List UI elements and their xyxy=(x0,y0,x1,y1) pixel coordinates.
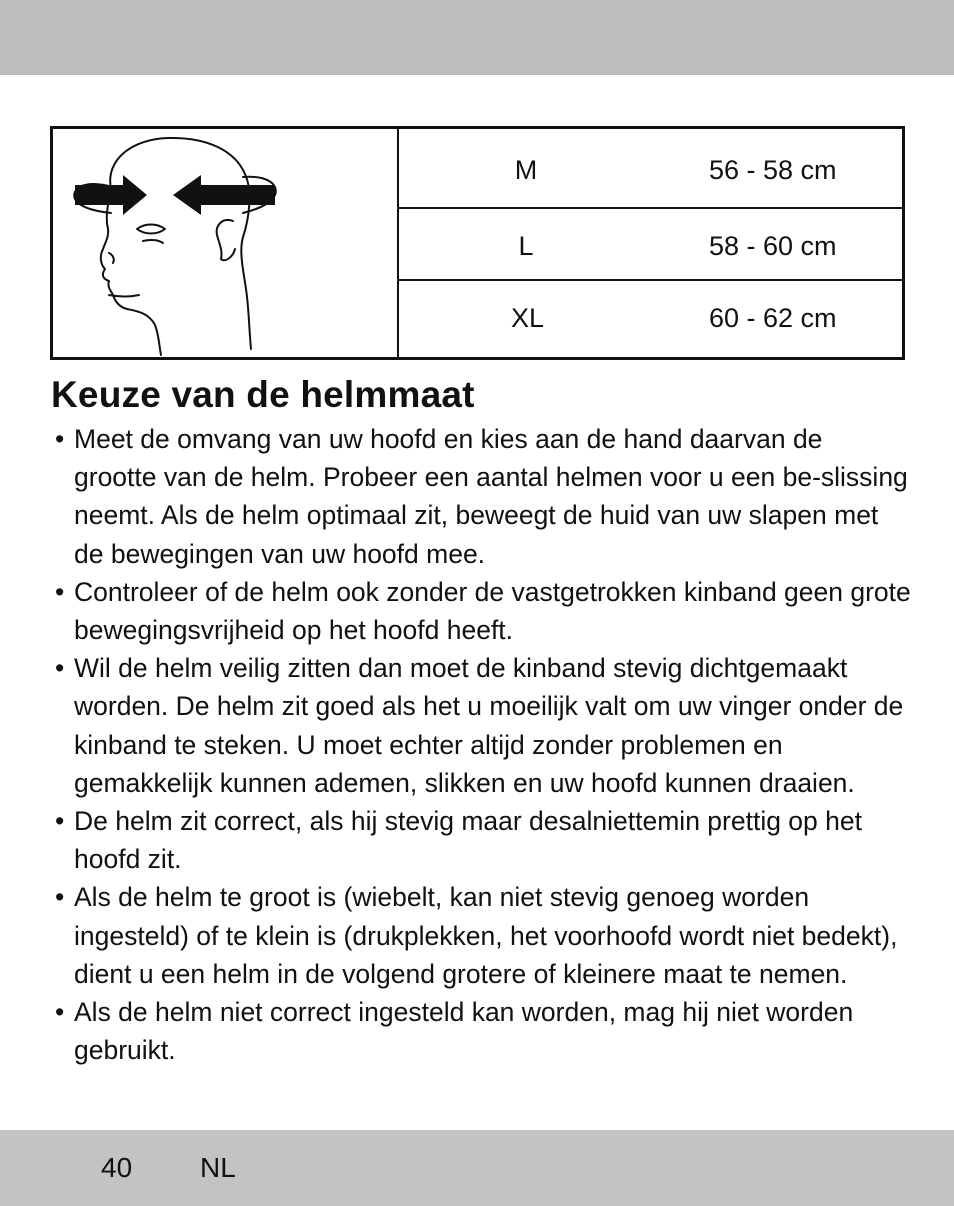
list-item xyxy=(52,649,912,802)
size-range: 56 - 58 cm xyxy=(709,155,837,185)
bullet-text: Wil de helm veilig zitten dan moet de kinband stevig dichtgemaakt worden. De helm zit goed als het u moeilijk valt om uw vinger onder de kinband te steken. U moet echter altijd zonder problemen en gemakkelijk kunnen ademen, slikken en uw hoofd kunnen draaien. xyxy=(74,653,904,798)
list-item xyxy=(52,573,912,649)
bullet-text: Controleer of de helm ook zonder de vastgetrokken kinband geen grote bewegingsvrijheid op het hoofd heeft. xyxy=(74,576,911,646)
size-range: 60 - 62 cm xyxy=(709,303,837,333)
bullet-list xyxy=(52,420,912,1069)
size-label: M xyxy=(514,155,538,185)
list-item xyxy=(52,802,912,878)
section-title: Keuze van de helmmaat xyxy=(51,374,475,415)
bullet-icon: • xyxy=(55,424,65,454)
list-item xyxy=(52,993,912,1069)
footer-band xyxy=(0,1130,954,1206)
bullet-text: De helm zit correct, als hij stevig maar desalniettemin prettig op het hoofd zit. xyxy=(74,806,862,875)
top-band xyxy=(0,0,954,75)
bullet-icon: • xyxy=(55,997,65,1028)
bullet-text: Als de helm te groot is (wiebelt, kan niet stevig genoeg worden ingesteld) of te klein is (drukplekken, het voorhoofd wordt niet bedekt), dient u een helm in de volgend grotere of kleinere maat te nemen. xyxy=(74,882,898,989)
language-code: NL xyxy=(200,1152,236,1183)
list-item xyxy=(52,878,912,993)
size-range: 58 - 60 cm xyxy=(709,231,837,261)
size-row xyxy=(399,209,902,281)
size-table xyxy=(50,126,905,360)
size-row xyxy=(399,129,902,209)
bullet-text: Meet de omvang van uw hoofd en kies aan de hand daarvan de grootte van de helm. Probeer een aantal helmen voor u een be-slissing neemt. Als de helm optimaal zit, beweegt de huid van uw slapen met de bewegingen van uw hoofd mee. xyxy=(74,424,908,569)
bullet-icon: • xyxy=(55,882,65,913)
size-label: L xyxy=(518,231,534,261)
bullet-icon: • xyxy=(55,806,65,837)
bullet-icon: • xyxy=(55,653,65,684)
page-number: 40 xyxy=(101,1152,133,1183)
list-item xyxy=(52,420,912,573)
size-row xyxy=(399,281,902,357)
bullet-text: Als de helm niet correct ingesteld kan worden, mag hij niet worden gebruikt. xyxy=(74,997,854,1066)
size-label: XL xyxy=(511,303,545,333)
head-circumference-illustration xyxy=(53,129,399,357)
head-measure-icon xyxy=(53,129,397,357)
bullet-icon: • xyxy=(55,576,65,607)
